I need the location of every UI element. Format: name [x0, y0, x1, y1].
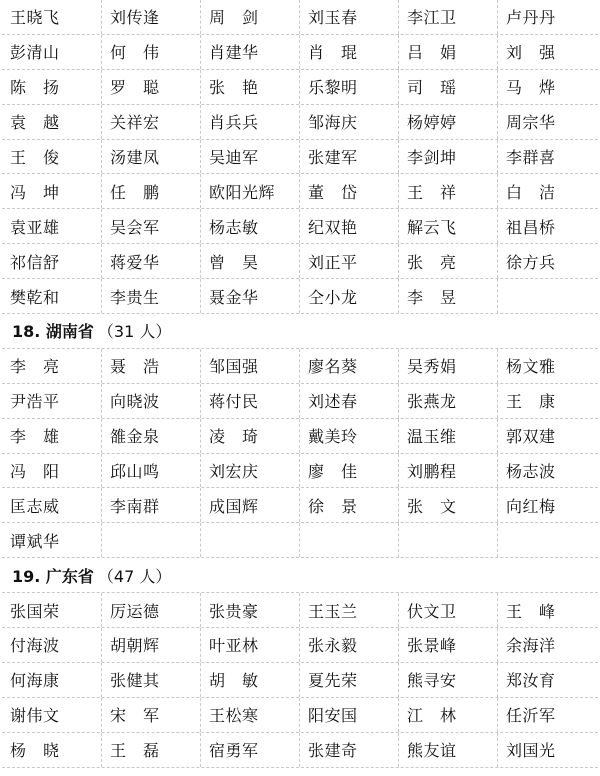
name-cell: 吕 娟 — [398, 35, 497, 69]
name-cell: 张 文 — [398, 488, 497, 522]
name-cell: 徐方兵 — [497, 244, 598, 278]
name-cell: 温玉维 — [398, 419, 497, 453]
name-cell: 冯 坤 — [10, 182, 60, 202]
name-cell: 余海洋 — [497, 628, 598, 662]
name-cell: 张健其 — [101, 663, 200, 697]
name-cell: 李 昱 — [398, 279, 497, 313]
name-cell: 张 艳 — [200, 70, 299, 104]
name-cell: 徐 景 — [299, 488, 398, 522]
table-row — [2, 384, 598, 419]
name-cell: 樊乾和 — [10, 287, 60, 307]
name-cell: 刘述春 — [299, 384, 398, 418]
name-cell: 江 林 — [398, 698, 497, 732]
name-cell — [299, 523, 398, 557]
name-cell: 王 峰 — [497, 593, 598, 627]
name-cell: 杨 晓 — [10, 741, 60, 761]
name-cell: 周宗华 — [497, 105, 598, 139]
table-row — [2, 488, 598, 523]
name-cell: 李剑坤 — [398, 140, 497, 174]
name-cell: 白 洁 — [497, 174, 598, 208]
name-cell: 阳安国 — [299, 698, 398, 732]
name-cell: 彭清山 — [10, 43, 60, 63]
name-cell: 厉运德 — [101, 593, 200, 627]
name-cell: 刘宏庆 — [200, 454, 299, 488]
table-row — [2, 174, 598, 209]
name-cell: 郭双建 — [497, 419, 598, 453]
name-cell: 吴会军 — [101, 209, 200, 243]
name-cell: 司 瑶 — [398, 70, 497, 104]
table-row — [2, 663, 598, 698]
name-cell: 王 俊 — [10, 148, 60, 167]
name-cell: 王松寒 — [200, 698, 299, 732]
name-cell: 陈 扬 — [10, 78, 60, 98]
name-cell: 吴秀娟 — [398, 349, 497, 383]
name-cell: 胡朝辉 — [101, 628, 200, 662]
name-cell: 伏文卫 — [398, 593, 497, 627]
table-row — [2, 698, 598, 733]
name-cell: 李南群 — [101, 488, 200, 522]
name-cell — [497, 523, 598, 557]
name-cell: 熊友谊 — [398, 733, 497, 767]
name-cell: 邱山鸣 — [101, 454, 200, 488]
table-row — [2, 0, 598, 35]
name-cell: 汤建凤 — [101, 140, 200, 174]
name-roster-table — [2, 0, 598, 768]
name-cell: 吴迪军 — [200, 140, 299, 174]
name-cell: 纪双艳 — [299, 209, 398, 243]
name-cell: 袁亚雄 — [10, 217, 60, 237]
name-cell: 张国荣 — [10, 601, 60, 621]
table-row — [2, 593, 598, 628]
name-cell: 仝小龙 — [299, 279, 398, 313]
name-cell: 张 亮 — [398, 244, 497, 278]
name-cell: 付海波 — [10, 636, 60, 656]
name-cell: 刘传逢 — [101, 0, 200, 34]
name-cell: 邹国强 — [200, 349, 299, 383]
name-cell: 李江卫 — [398, 0, 497, 34]
table-row — [2, 733, 598, 768]
name-cell: 杨文雅 — [497, 349, 598, 383]
name-cell: 刘国光 — [497, 733, 598, 767]
name-cell — [200, 523, 299, 557]
name-cell: 冯 阳 — [10, 462, 60, 482]
name-cell: 祖昌桥 — [497, 209, 598, 243]
name-cell: 何 伟 — [101, 35, 200, 69]
table-row — [2, 279, 598, 314]
name-cell: 任沂军 — [497, 698, 598, 732]
name-cell: 戴美玲 — [299, 419, 398, 453]
name-cell: 王 祥 — [398, 174, 497, 208]
name-cell: 聂 浩 — [101, 349, 200, 383]
name-cell: 刘玉春 — [299, 0, 398, 34]
province-count: （47 人） — [97, 566, 172, 586]
table-row — [2, 419, 598, 454]
name-cell: 聂金华 — [200, 279, 299, 313]
name-cell: 宿勇军 — [200, 733, 299, 767]
name-cell: 祁信舒 — [10, 252, 60, 272]
province-count: （31 人） — [97, 322, 172, 342]
table-row — [2, 244, 598, 279]
name-cell: 叶亚林 — [200, 628, 299, 662]
name-cell: 李群喜 — [497, 140, 598, 174]
name-cell: 邹海庆 — [299, 105, 398, 139]
province-title: 18. 湖南省 — [12, 322, 94, 342]
name-cell: 张贵豪 — [200, 593, 299, 627]
name-cell: 廖名葵 — [299, 349, 398, 383]
name-cell: 蒋爱华 — [101, 244, 200, 278]
name-cell: 向红梅 — [497, 488, 598, 522]
name-cell: 张永毅 — [299, 628, 398, 662]
name-cell: 刘正平 — [299, 244, 398, 278]
name-cell: 王晓飞 — [10, 8, 60, 28]
name-cell: 王 康 — [497, 384, 598, 418]
name-cell — [497, 279, 598, 313]
name-cell: 夏先荣 — [299, 663, 398, 697]
name-cell: 廖 佳 — [299, 454, 398, 488]
name-cell: 李贵生 — [101, 279, 200, 313]
table-row — [2, 523, 598, 558]
name-cell: 曾 昊 — [200, 244, 299, 278]
table-row — [2, 454, 598, 489]
name-cell: 宋 军 — [101, 698, 200, 732]
name-cell: 肖 琨 — [299, 35, 398, 69]
name-cell: 罗 聪 — [101, 70, 200, 104]
name-cell: 卢丹丹 — [497, 0, 598, 34]
name-cell: 李 雄 — [10, 427, 60, 447]
name-cell: 向晓波 — [101, 384, 200, 418]
name-cell: 何海康 — [10, 671, 60, 691]
name-cell: 肖建华 — [200, 35, 299, 69]
name-cell: 肖兵兵 — [200, 105, 299, 139]
name-cell: 乐黎明 — [299, 70, 398, 104]
name-cell: 周 剑 — [200, 0, 299, 34]
name-cell: 马 烨 — [497, 70, 598, 104]
name-cell — [101, 523, 200, 557]
name-cell: 任 鹏 — [101, 174, 200, 208]
name-cell: 杨志波 — [497, 454, 598, 488]
name-cell: 欧阳光辉 — [200, 174, 299, 208]
name-cell: 胡 敏 — [200, 663, 299, 697]
table-row — [2, 140, 598, 175]
name-cell: 王玉兰 — [299, 593, 398, 627]
name-cell: 蒋付民 — [200, 384, 299, 418]
name-cell — [398, 523, 497, 557]
province-section-header — [2, 314, 598, 349]
name-cell: 张建军 — [299, 140, 398, 174]
name-cell: 袁 越 — [10, 113, 60, 133]
name-cell: 张燕龙 — [398, 384, 497, 418]
name-cell: 李 亮 — [10, 357, 60, 377]
name-cell: 张建奇 — [299, 733, 398, 767]
name-cell: 匡志威 — [10, 496, 60, 516]
name-cell: 尹浩平 — [10, 392, 60, 412]
name-cell: 刘 强 — [497, 35, 598, 69]
province-section-header — [2, 558, 598, 593]
table-row — [2, 35, 598, 70]
name-cell: 关祥宏 — [101, 105, 200, 139]
name-cell: 熊寻安 — [398, 663, 497, 697]
name-cell: 谭斌华 — [10, 531, 60, 551]
province-title: 19. 广东省 — [12, 566, 94, 586]
table-row — [2, 105, 598, 140]
name-cell: 雒金泉 — [101, 419, 200, 453]
name-cell: 谢伟文 — [10, 706, 60, 726]
name-cell: 解云飞 — [398, 209, 497, 243]
name-cell: 凌 琦 — [200, 419, 299, 453]
name-cell: 张景峰 — [398, 628, 497, 662]
name-cell: 王 磊 — [101, 733, 200, 767]
table-row — [2, 70, 598, 105]
name-cell: 刘鹏程 — [398, 454, 497, 488]
table-row — [2, 349, 598, 384]
name-cell: 成国辉 — [200, 488, 299, 522]
table-row — [2, 209, 598, 244]
name-cell: 董 岱 — [299, 174, 398, 208]
name-cell: 郑汝育 — [497, 663, 598, 697]
name-cell: 杨志敏 — [200, 209, 299, 243]
table-row — [2, 628, 598, 663]
name-cell: 杨婷婷 — [398, 105, 497, 139]
